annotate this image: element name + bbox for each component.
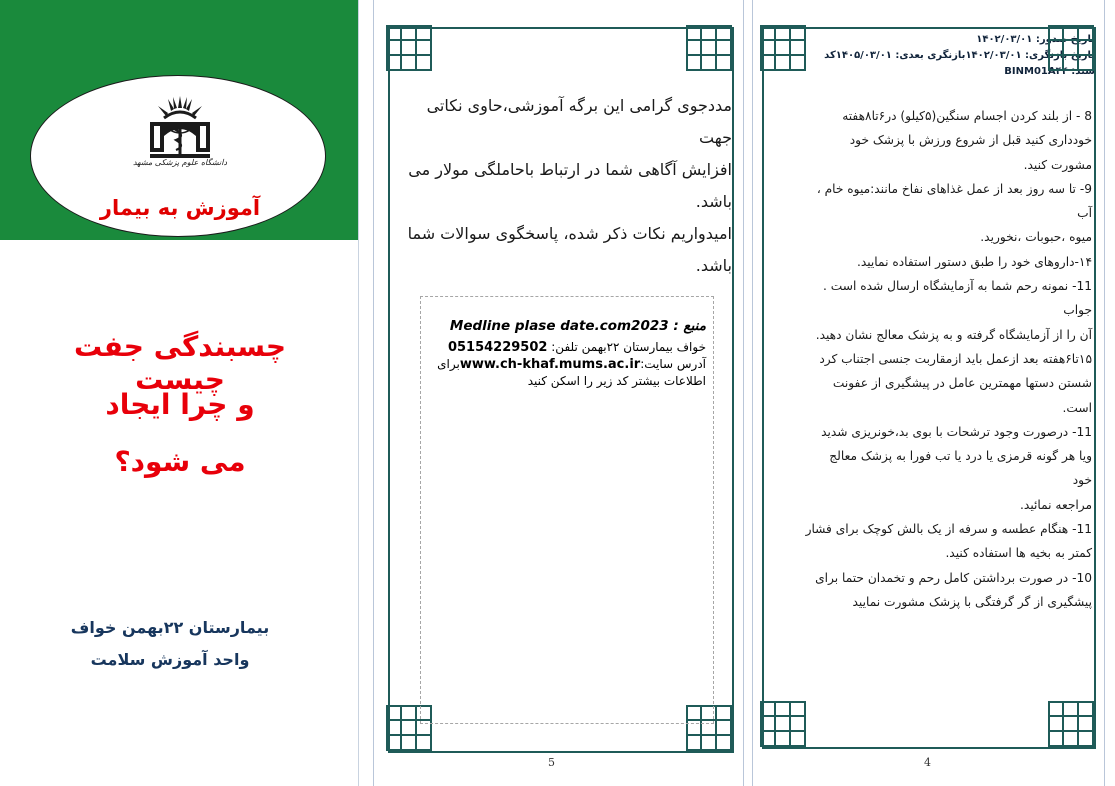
- instruction-line: مشورت کنید.: [1023, 157, 1092, 172]
- instruction-line: آب: [1077, 206, 1092, 221]
- scan-note: اطلاعات بیشتر کد زیر را اسکن کنید: [527, 374, 706, 388]
- instruction-line: 11- درصورت وجود ترشحات با بوی بد،خونریزی شدید: [821, 424, 1092, 439]
- review-date: تاریخ بازنگری: ۱۴۰۲/۰۳/۰۱بازنگری بعدی: ۱۴۰۵/۰۳/۰۱کد: [824, 50, 1095, 61]
- intro-line: مددجوی گرامی این برگه آموزشی،حاوی نکاتی جهت: [426, 96, 732, 147]
- phone-number: 05154229502: [447, 340, 548, 355]
- instruction-line: میوه ،حبوبات ،نخورید.: [980, 230, 1092, 245]
- main-question-line-2: و چرا ایجاد: [105, 388, 255, 421]
- issue-date: تاریخ صدور: ۱۴۰۲/۰۳/۰۱: [976, 34, 1095, 45]
- instruction-line: ۱۴-داروهای خود را طبق دستور استفاده نمایید.: [856, 254, 1092, 269]
- patient-education-title: آموزش به بیمار: [99, 196, 261, 220]
- document-code: سند: BINM01A۴۴: [1004, 66, 1095, 77]
- website-link[interactable]: www.ch-khaf.mums.ac.ir: [459, 357, 641, 372]
- university-logo-caption: دانشگاه علوم پزشکی مشهد: [132, 158, 228, 167]
- instruction-line: کمتر به بخیه ها استفاده کنید.: [945, 546, 1092, 561]
- frame-corner-ornament-icon: [1048, 25, 1094, 71]
- instruction-line: ویا هر گونه قرمزی یا درد یا تب فورا به پزشک معالج: [829, 449, 1092, 464]
- instruction-line: 10- در صورت برداشتن کامل رحم و تخمدان حتما برای: [815, 570, 1092, 585]
- instruction-line: جواب: [1063, 303, 1092, 318]
- intro-line: امیدواریم نکات ذکر شده، پاسخگوی سوالات شما باشد.: [407, 224, 732, 275]
- page-number: 4: [924, 756, 931, 769]
- instruction-line: خودداری کنید قبل از شروع ورزش با پزشک خود: [849, 133, 1092, 148]
- instruction-line: 11- هنگام عطسه و سرفه از یک بالش کوچک برای فشار: [805, 522, 1092, 537]
- page-edge-line: [743, 0, 744, 786]
- instruction-line: 9- تا سه روز بعد از عمل غذاهای نفاخ مانند:میوه خام ،: [816, 181, 1092, 196]
- site-suffix: برای: [437, 357, 460, 371]
- frame-corner-ornament-icon: [760, 25, 806, 71]
- hospital-name: بیمارستان ۲۲بهمن خواف: [70, 618, 270, 637]
- health-education-unit: واحد آموزش سلامت: [90, 650, 250, 669]
- source-info: [428, 318, 706, 390]
- instruction-line: ۱۵تا۶هفته بعد ازعمل باید ازمقاربت جنسی اجتناب کرد: [819, 351, 1092, 366]
- instruction-line: 11- نمونه رحم شما به آزمایشگاه ارسال شده است .: [823, 279, 1092, 294]
- page-edge-line: [752, 0, 753, 786]
- source-label: منبع :: [673, 318, 706, 334]
- main-question-line-1: چسبندگی جفت چیست: [73, 330, 287, 396]
- instructions-list: [776, 104, 1092, 614]
- instruction-line: است.: [1062, 400, 1092, 415]
- frame-corner-ornament-icon: [686, 25, 732, 71]
- frame-corner-ornament-icon: [760, 701, 806, 747]
- instruction-line: مراجعه نمائید.: [1020, 497, 1092, 512]
- instruction-line: پیشگیری از گر گرفتگی با پزشک مشورت نمایید: [852, 594, 1092, 609]
- site-label: آدرس سایت:: [640, 357, 706, 371]
- instruction-line: شستن دستها مهمترین عامل در پیشگیری از عفونت: [832, 376, 1092, 391]
- page-edge-line: [1104, 0, 1105, 786]
- source-value: Medline plase date.com2023: [449, 318, 669, 334]
- main-question-line-3: می شود؟: [114, 445, 246, 478]
- frame-corner-ornament-icon: [386, 25, 432, 71]
- page-edge-line: [373, 0, 374, 786]
- instruction-line: آن را از آزمایشگاه گرفته و به پزشک معالج نشان دهید.: [815, 327, 1092, 342]
- instruction-line: 8 - از بلند کردن اجسام سنگین(۵کیلو) در۶تا۸هفته: [842, 109, 1092, 123]
- instruction-line: خود: [1072, 473, 1092, 488]
- intro-line: افزایش آگاهی شما در ارتباط باحاملگی مولار می باشد.: [408, 160, 732, 211]
- hospital-phone-label: خواف بیمارستان ۲۲بهمن تلفن:: [551, 340, 706, 354]
- page-number: 5: [548, 756, 555, 769]
- frame-corner-ornament-icon: [1048, 701, 1094, 747]
- intro-text: [398, 90, 732, 282]
